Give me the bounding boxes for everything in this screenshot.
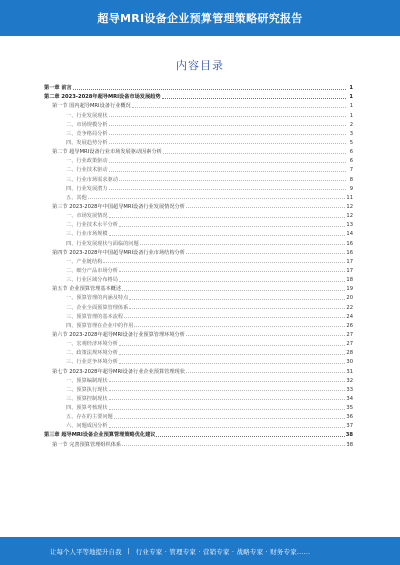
- toc-entry[interactable]: [44, 183, 353, 192]
- toc-entry[interactable]: [44, 146, 353, 155]
- toc-entry-label: 第一章 前言: [44, 85, 72, 92]
- toc-entry[interactable]: [44, 91, 353, 100]
- toc-entry[interactable]: [44, 283, 353, 292]
- toc-entry-page-number: 1: [349, 85, 353, 92]
- toc-leader-dots: [186, 252, 345, 254]
- toc-entry[interactable]: [44, 338, 353, 347]
- toc-leader-dots: [109, 142, 346, 144]
- toc-entry-label: 二、细分产品市场分析: [66, 267, 118, 274]
- toc-entry-label: 六、问题成因分析: [66, 423, 108, 430]
- toc-entry-label: 一、市场发展情况: [66, 213, 108, 220]
- toc-entry-page-number: 38: [346, 441, 353, 448]
- toc-leader-dots: [129, 307, 345, 309]
- toc-entry[interactable]: [44, 438, 353, 447]
- toc-entry-label: 三、预算控制现状: [66, 395, 108, 402]
- toc-entry-page-number: 31: [346, 368, 353, 375]
- toc-entry-label: 一、产业链结构: [66, 258, 103, 265]
- toc-entry[interactable]: [44, 365, 353, 374]
- toc-entry-page-number: 16: [346, 249, 353, 256]
- toc-entry-page-number: 20: [346, 295, 353, 302]
- toc-entry-page-number: 16: [346, 240, 353, 247]
- toc-leader-dots: [73, 88, 346, 90]
- toc-entry-label: 三、竞争格局分析: [66, 130, 108, 137]
- toc-entry-label: 五、存在的主要问题: [66, 414, 113, 421]
- toc-entry-page-number: 1: [349, 112, 353, 119]
- toc-entry-label: 四、行业发展潜力: [66, 185, 108, 192]
- toc-entry[interactable]: [44, 201, 353, 210]
- toc-entry-label: 第一节 国内超导MRI设备行业概况: [52, 103, 131, 110]
- toc-leader-dots: [163, 152, 346, 154]
- toc-entry-label: 二、预算执行现状: [66, 386, 108, 393]
- toc-entry[interactable]: [44, 402, 353, 411]
- toc-entry-label: 二、行业技术水平分析: [66, 222, 118, 229]
- toc-entry-label: 一、预算管理的内涵及特点: [66, 295, 129, 302]
- toc-entry-page-number: 2: [349, 121, 353, 128]
- toc-entry-label: 第四节 2023-2028年中国超导MRI设备行业市场结构分析: [52, 249, 185, 256]
- table-of-contents: [44, 82, 353, 448]
- toc-entry-label: 三、行业市场需求驱动: [66, 176, 118, 183]
- toc-entry-page-number: 11: [346, 194, 353, 201]
- toc-entry-page-number: 3: [349, 130, 353, 137]
- toc-entry-page-number: 32: [346, 377, 353, 384]
- toc-leader-dots: [122, 444, 345, 446]
- toc-entry[interactable]: [44, 137, 353, 146]
- toc-entry[interactable]: [44, 274, 353, 283]
- toc-entry-page-number: 38: [345, 432, 353, 439]
- toc-entry-label: 第二节 超导MRI设备行业市场发展驱动因素分析: [52, 149, 162, 156]
- toc-entry[interactable]: [44, 128, 353, 137]
- toc-entry[interactable]: [44, 219, 353, 228]
- toc-entry-label: 二、市场规模分析: [66, 121, 108, 128]
- toc-entry[interactable]: [44, 237, 353, 246]
- toc-entry[interactable]: [44, 420, 353, 429]
- toc-entry-page-number: 1: [349, 94, 353, 101]
- toc-leader-dots: [109, 115, 346, 117]
- footer-tagline: 行业专家 · 管理专家 · 营销专家 · 战略专家 · 财务专家……: [135, 547, 311, 556]
- toc-leader-dots: [162, 97, 346, 99]
- toc-entry-label: 第一节 完善预算管理组织体系: [52, 441, 122, 448]
- toc-leader-dots: [140, 243, 346, 245]
- toc-entry-page-number: 13: [346, 222, 353, 229]
- toc-entry-page-number: 36: [346, 414, 353, 421]
- toc-leader-dots: [119, 225, 346, 227]
- toc-entry[interactable]: [44, 228, 353, 237]
- footer-separator: |: [127, 547, 130, 555]
- toc-entry[interactable]: [44, 119, 353, 128]
- toc-entry-page-number: 37: [346, 423, 353, 430]
- toc-entry-label: 一、宏观经济环境分析: [66, 341, 118, 348]
- toc-entry[interactable]: [44, 393, 353, 402]
- toc-entry-page-number: 34: [346, 395, 353, 402]
- toc-entry-label: 二、行业技术驱动: [66, 167, 108, 174]
- toc-entry-label: 第七节 2023-2028年超导MRI设备行业企业预算管理现状: [52, 368, 185, 375]
- toc-entry-page-number: 14: [346, 231, 353, 238]
- toc-entry-page-number: 27: [346, 341, 353, 348]
- toc-leader-dots: [129, 298, 345, 300]
- toc-entry-page-number: 5: [349, 139, 353, 146]
- toc-entry-page-number: 8: [349, 176, 353, 183]
- toc-entry-label: 二、政策法规环境分析: [66, 350, 118, 357]
- toc-entry-page-number: 6: [349, 158, 353, 165]
- toc-entry-page-number: 17: [346, 267, 353, 274]
- toc-leader-dots: [186, 206, 345, 208]
- toc-entry-page-number: 24: [346, 313, 353, 320]
- toc-leader-dots: [109, 188, 346, 190]
- toc-entry-label: 四、行业发展现状与面临的问题: [66, 240, 139, 247]
- toc-entry-label: 三、行业区域分布格局: [66, 277, 118, 284]
- toc-leader-dots: [109, 216, 346, 218]
- toc-entry-page-number: 1: [349, 103, 353, 110]
- toc-entry-label: 第五节 企业预算管理基本概述: [52, 286, 122, 293]
- document-title: 超导MRI设备企业预算管理策略研究报告: [97, 12, 303, 25]
- toc-entry-label: 四、预算管理在企业中的作用: [66, 322, 134, 329]
- toc-leader-dots: [109, 398, 346, 400]
- toc-leader-dots: [109, 170, 346, 172]
- toc-leader-dots: [119, 353, 346, 355]
- toc-entry-label: 第三节 2023-2028年中国超导MRI设备行业发展情况分析: [52, 203, 185, 210]
- toc-entry[interactable]: [44, 256, 353, 265]
- toc-entry-page-number: 35: [346, 405, 353, 412]
- toc-entry[interactable]: [44, 82, 353, 91]
- toc-entry-page-number: 18: [346, 277, 353, 284]
- toc-leader-dots: [88, 197, 346, 199]
- toc-entry[interactable]: [44, 265, 353, 274]
- toc-leader-dots: [186, 334, 345, 336]
- toc-entry-label: 第六节 2023-2028年超导MRI设备行业预算管理环境分析: [52, 331, 185, 338]
- toc-leader-dots: [103, 261, 345, 263]
- toc-leader-dots: [134, 325, 345, 327]
- toc-leader-dots: [109, 124, 346, 126]
- toc-entry-label: 二、企业全面预算管理体系: [66, 304, 129, 311]
- toc-heading: 内容目录: [176, 59, 224, 72]
- toc-entry-page-number: 28: [346, 350, 353, 357]
- toc-entry[interactable]: [44, 109, 353, 118]
- toc-leader-dots: [109, 426, 346, 428]
- toc-entry-label: 三、预算管理的基本流程: [66, 313, 124, 320]
- document-footer-bar: [0, 537, 400, 565]
- toc-entry[interactable]: [44, 173, 353, 182]
- toc-entry[interactable]: [44, 356, 353, 365]
- toc-leader-dots: [124, 316, 345, 318]
- toc-leader-dots: [114, 417, 346, 419]
- toc-entry[interactable]: [44, 292, 353, 301]
- toc-entry-label: 第三章 超导MRI设备企业预算管理策略优化建议: [44, 432, 156, 439]
- toc-entry-label: 四、预算考核现状: [66, 405, 108, 412]
- toc-entry[interactable]: [44, 164, 353, 173]
- toc-entry[interactable]: [44, 311, 353, 320]
- toc-leader-dots: [119, 344, 346, 346]
- toc-leader-dots: [122, 289, 345, 291]
- toc-leader-dots: [109, 408, 346, 410]
- toc-entry-page-number: 17: [346, 258, 353, 265]
- toc-entry-page-number: 12: [346, 203, 353, 210]
- toc-entry-label: 四、发展趋势分析: [66, 139, 108, 146]
- toc-leader-dots: [109, 380, 346, 382]
- toc-leader-dots: [109, 389, 346, 391]
- toc-entry-page-number: 27: [346, 331, 353, 338]
- toc-leader-dots: [109, 161, 346, 163]
- toc-leader-dots: [119, 280, 346, 282]
- toc-leader-dots: [132, 106, 346, 108]
- toc-entry-page-number: 22: [346, 304, 353, 311]
- toc-entry[interactable]: [44, 347, 353, 356]
- toc-entry[interactable]: [44, 320, 353, 329]
- toc-entry[interactable]: [44, 247, 353, 256]
- toc-entry[interactable]: [44, 375, 353, 384]
- footer-slogan: 让每个人平等地提升自我: [50, 547, 122, 556]
- toc-entry[interactable]: [44, 329, 353, 338]
- toc-leader-dots: [119, 362, 346, 364]
- toc-entry-page-number: 19: [346, 286, 353, 293]
- toc-leader-dots: [119, 270, 346, 272]
- toc-entry-label: 三、行业竞争环境分析: [66, 359, 118, 366]
- toc-entry-page-number: 30: [346, 359, 353, 366]
- toc-entry-page-number: 6: [349, 149, 353, 156]
- toc-entry-page-number: 9: [349, 185, 353, 192]
- toc-entry-label: 五、其他: [66, 194, 87, 201]
- toc-entry-page-number: 7: [349, 167, 353, 174]
- toc-entry[interactable]: [44, 429, 353, 438]
- toc-entry-label: 第二章 2023-2028年超导MRI设备市场发展趋势: [44, 94, 161, 101]
- document-header-bar: [0, 0, 400, 36]
- toc-entry[interactable]: [44, 301, 353, 310]
- toc-entry[interactable]: [44, 100, 353, 109]
- toc-entry-page-number: 26: [346, 322, 353, 329]
- toc-leader-dots: [109, 133, 346, 135]
- toc-entry-label: 三、行业市场规模: [66, 231, 108, 238]
- toc-entry-label: 一、行业发展现状: [66, 112, 108, 119]
- toc-leader-dots: [119, 179, 346, 181]
- toc-entry[interactable]: [44, 384, 353, 393]
- toc-entry[interactable]: [44, 155, 353, 164]
- toc-entry-page-number: 12: [346, 213, 353, 220]
- toc-leader-dots: [109, 234, 346, 236]
- toc-leader-dots: [186, 371, 345, 373]
- toc-entry[interactable]: [44, 210, 353, 219]
- toc-entry-label: 一、预算编制现状: [66, 377, 108, 384]
- toc-entry-label: 一、行业政策驱动: [66, 158, 108, 165]
- toc-entry[interactable]: [44, 411, 353, 420]
- toc-entry-page-number: 33: [346, 386, 353, 393]
- toc-leader-dots: [156, 435, 344, 437]
- toc-entry[interactable]: [44, 192, 353, 201]
